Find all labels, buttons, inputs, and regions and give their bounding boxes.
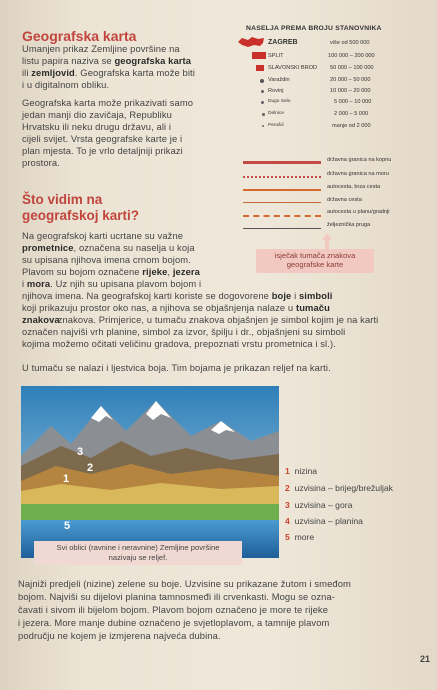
perusic-dot-icon xyxy=(262,125,264,127)
legend-line-label: željeznička pruga xyxy=(327,222,371,228)
legend-line-label: autocesta, brza cesta xyxy=(327,184,381,190)
paragraph-line: listu papira naziva se geografska karta xyxy=(22,55,192,66)
legend-city-name: Delnice xyxy=(268,111,284,116)
paragraph-line: su upisana njihova imena crnom bojom. xyxy=(22,254,191,265)
relief-label-3: 3 xyxy=(77,446,84,458)
relief-key-item: 4 uzvisina – planina xyxy=(285,516,363,526)
paragraph-line: koji prikazuju prostor oko nas, a njihova se objašnjenja nalaze u tumaču xyxy=(22,302,330,313)
legend-city-name: SPLIT xyxy=(268,53,284,59)
paragraph-line: i mora. Uz njih su upisana plavom bojom i xyxy=(22,278,202,289)
paragraph-line: znakovaznakova. Primjerice, u tumaču znakova objašnjen je simbol kojim je na karti xyxy=(22,314,379,325)
legend-line-label: autocesta u planu/gradnji xyxy=(327,209,390,215)
relief-label-5: 5 xyxy=(64,520,71,532)
sea-border-line-icon xyxy=(243,176,321,178)
paragraph-line: ili zemljovid. Geografska karta može biti xyxy=(22,67,195,78)
relief-key-item: 1 nizina xyxy=(285,466,318,476)
legend-city-name: SLAVONSKI BROD xyxy=(268,65,318,71)
legend-line-label: državna cesta xyxy=(327,197,362,203)
legend-range: 100 000 – 200 000 xyxy=(328,53,375,59)
page-number: 21 xyxy=(420,654,431,664)
delnice-dot-icon xyxy=(262,113,265,116)
legend-range: 20 000 – 50 000 xyxy=(330,77,371,83)
relief-caption: Svi oblici (ravnine i neravnine) Zemljine površine nazivaju se reljef. xyxy=(34,541,242,565)
varazdin-dot-icon xyxy=(260,79,264,83)
legend-city-name: ZAGREB xyxy=(268,39,298,46)
paragraph-line: njihova imena. Na geografskoj karti koriste se dogovorene boje i simboli xyxy=(22,290,333,301)
paragraph-line: i jezera. More manje dubine označeno je svjetloplavom, a tamnije plavom xyxy=(18,617,330,628)
paragraph-line: Umanjen prikaz Zemljine površine na xyxy=(22,43,180,54)
land-border-line-icon xyxy=(243,161,321,164)
paragraph-line: U tumaču se nalazi i ljestvica boja. Tim bojama je prikazan reljef na karti. xyxy=(22,362,331,373)
relief-label-4: 4 xyxy=(97,411,104,423)
legend-callout: isječak tumača znakova geografske karte xyxy=(256,249,374,273)
relief-key-item: 5 more xyxy=(285,532,315,542)
legend-city-name: Varaždin xyxy=(268,77,290,83)
legend-city-name: Perušić xyxy=(268,123,284,128)
paragraph-line: čavati i sivom ili bijelom bojom. Plavom bojom označeno je more te rijeke xyxy=(18,604,329,615)
motorway-line-icon xyxy=(243,189,321,191)
section-title-line2: geografskoj karti? xyxy=(22,208,140,223)
paragraph-line: i u digitalnom obliku. xyxy=(22,79,110,90)
legend-range: 10 000 – 20 000 xyxy=(330,88,371,94)
paragraph-line: Na geografskoj karti ucrtane su važne xyxy=(22,230,184,241)
legend-title: NASELJA PREMA BROJU STANOVNIKA xyxy=(246,25,382,32)
paragraph-line: plan mjesta. To je vrlo detaljniji prikazi xyxy=(22,145,183,156)
slavonski-brod-city-symbol xyxy=(256,65,264,71)
paragraph-line: kojima možemo očitati veličinu gradova, prepoznati vrstu prometnica i sl.). xyxy=(22,338,336,349)
relief-illustration xyxy=(21,386,279,558)
relief-label-2: 2 xyxy=(87,462,94,474)
split-city-symbol xyxy=(252,52,266,59)
zagreb-city-symbol xyxy=(236,36,266,48)
relief-label-1: 1 xyxy=(63,473,70,485)
legend-range: više od 500 000 xyxy=(330,40,370,46)
legend-range: 5 000 – 10 000 xyxy=(334,99,372,105)
rovinj-dot-icon xyxy=(261,90,264,93)
state-road-line-icon xyxy=(243,202,321,203)
legend-city-name: Rovinj xyxy=(268,88,284,94)
legend-range: 2 000 – 5 000 xyxy=(334,111,369,117)
callout-arrow-icon xyxy=(321,232,333,250)
paragraph-line: prometnice, označena su naselja u koja xyxy=(22,242,195,253)
planned-motorway-line-icon xyxy=(243,215,321,217)
paragraph-line: cijeli svijet. Vrsta geografske karte je i xyxy=(22,133,183,144)
dugo-selo-dot-icon xyxy=(261,101,264,104)
legend-range: manje od 2 000 xyxy=(332,123,371,129)
paragraph-line: bojom. Najviši su dijelovi planina tamnosmeđi ili crvenkasti. Mogu se ozna- xyxy=(18,591,336,602)
railway-line-icon xyxy=(243,228,321,229)
paragraph-line: Geografska karta može prikazivati samo xyxy=(22,97,194,108)
legend-city-name: Dugo Selo xyxy=(268,99,291,104)
paragraph-line: jedan manji dio zavičaja, Republiku xyxy=(22,109,172,120)
relief-key-item: 3 uzvisina – gora xyxy=(285,500,353,510)
paragraph-line: Plavom su bojom označene rijeke, jezera xyxy=(22,266,200,277)
paragraph-line: Najniži predjeli (nizine) zelene su boje. Uzvisine su prikazane žutom i smeđom xyxy=(18,578,351,589)
section-title-geografska-karta: Geografska karta xyxy=(22,28,137,44)
legend-line-label: državna granica na kopnu xyxy=(327,157,392,163)
legend-range: 50 000 – 100 000 xyxy=(330,65,374,71)
relief-key-item: 2 uzvisina – brijeg/brežuljak xyxy=(285,483,393,493)
paragraph-line: Hrvatsku ili neku drugu državu, ali i xyxy=(22,121,172,132)
section-title-line1: Što vidim na xyxy=(22,192,103,207)
paragraph-line: označen najviši vrh planine, simbol za izvor, špilju i dr., objašnjeni su simboli xyxy=(22,326,346,337)
paragraph-line: prostora. xyxy=(22,157,60,168)
legend-line-label: državna granica na moru xyxy=(327,171,389,177)
paragraph-line: području ne kojem je izmjerena najveća dubina. xyxy=(18,630,221,641)
